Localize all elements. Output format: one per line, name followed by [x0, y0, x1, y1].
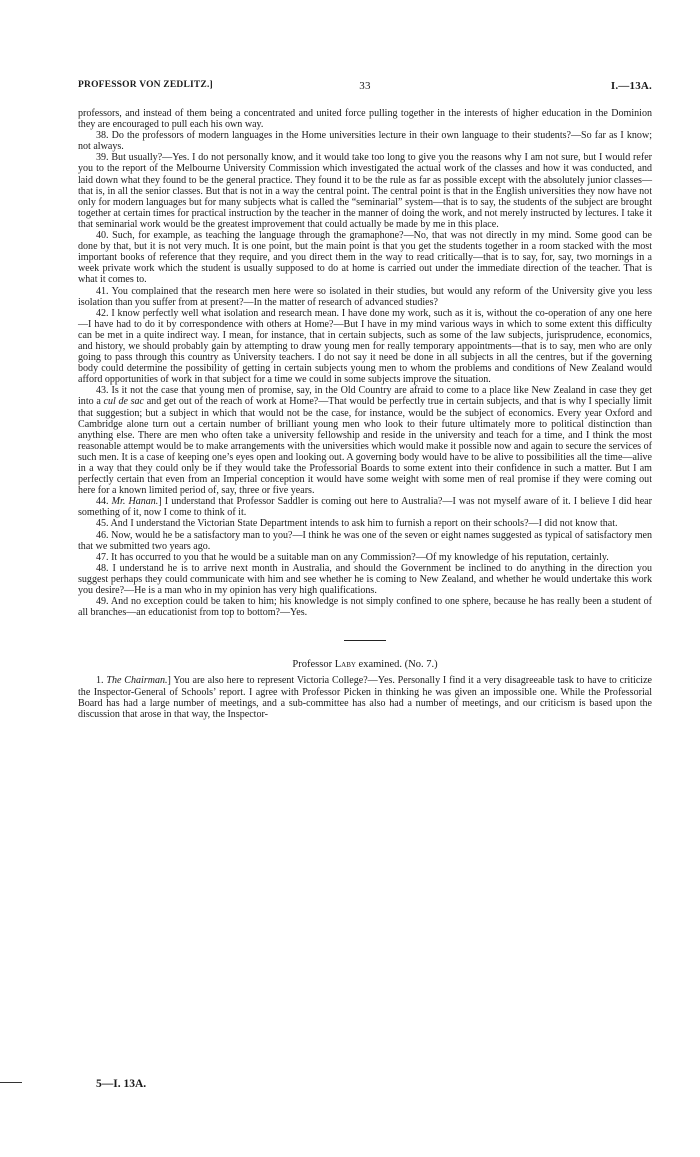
margin-rule [0, 1082, 22, 1083]
running-header [78, 80, 652, 96]
signature-mark: 5—I. 13A. [96, 1078, 147, 1090]
paragraph: 49. And no exception could be taken to him; his knowledge is not simply confined to one sphere, because he has really been a student of all branches—an educationist from top to bottom?—Yes. [78, 596, 652, 619]
paragraph: 46. Now, would he be a satisfactory man to you?—I think he was one of the seven or eight names suggested as typical of satisfactory men that we submitted two years ago. [78, 529, 652, 552]
heading-witness-name: Laby [334, 659, 356, 671]
paragraph: 41. You complained that the research men here were so isolated in their studies, but would any reform of the University give you less isolation than you suffer from at present?—In the matter of research of advanced studies? [78, 285, 652, 308]
paragraph: professors, and instead of them being a concentrated and united force pulling together in the interests of higher education in the Dominion they are encouraged to pull each his own way. [78, 108, 652, 131]
section-divider [344, 640, 386, 641]
paragraph: 44. Mr. Hanan.] I understand that Professor Saddler is coming out here to Australia?—I was not myself aware of it. I believe I did hear something of it, now I come to think of it. [78, 496, 652, 519]
paragraph: 43. Is it not the case that young men of promise, say, in the Old Country are afraid to come to a place like New Zealand in case they get into a cul de sac and get out of the reach of work at Home?—That would be perfectly true in certain subjects, and that is why I specially limit that suggestion; but a subject in which that would not be the case, for instance, would be the subject of economics. Every year Oxford and Cambridge alone turn out a certain number of brilliant young men who look to their future ultimately more to political distinction than anything else. There are men who often take a university fellowship and reside in the university and teach for a time, and I think the most reasonable attempt would be to make arrangements with the universities which would make it possible now and again to secure the services of such men. It is a case of keeping one’s eyes open and looking out. A governing body would have to be alive to possibilities all the time—alive in a way that they could only be if they would take the Professorial Boards to some extent into their confidence in such a matter. But I am perfectly certain that even from an Imperial conception it would have some weight with some men of real promise if they were coming out here for a known limited period of, say, three or five years. [78, 385, 652, 497]
paragraph: 48. I understand he is to arrive next month in Australia, and should the Government be inclined to do anything in the direction you suggest perhaps they could communicate with him and see whether he is coming to New Zealand, and whether he would undertake this work you desire?—He is a man who in my opinion has very high qualifications. [78, 562, 652, 597]
section-paragraphs [78, 675, 652, 719]
heading-prefix: Professor [292, 659, 335, 671]
paragraph: 45. And I understand the Victorian State Department intends to ask him to furnish a report on their schools?—I did not know that. [96, 518, 618, 530]
paragraph: 47. It has occurred to you that he would be a suitable man on any Commission?—Of my knowledge of his reputation, certainly. [96, 551, 609, 563]
page-number: 33 [359, 80, 371, 92]
heading-suffix: examined. (No. 7.) [355, 659, 438, 671]
paper-reference: I.—13A. [610, 80, 652, 92]
paragraph: 38. Do the professors of modern languages in the Home universities lecture in their own language to their students?—So far as I know; not always. [78, 130, 652, 153]
paragraph: 1. The Chairman.] You are also here to represent Victoria College?—Yes. Personally I find it a very disagreeable task to have to criticize the Inspector-General of Schools’ report. I agree with Professor Picken in thinking he was given an impossible one. While the Professorial Board has had a large number of meetings, and a sub-committee has also had a number of meetings, and our criticism is based upon the discussion that arose in that way, the Inspector- [78, 675, 652, 720]
paragraph: 39. But usually?—Yes. I do not personally know, and it would take too long to give you the reasons why I am not sure, but I would refer you to the report of the Melbourne University Commission which investigated the actual work of the classes and how it was conducted, and laid down what they found to be the general practice. They found it to be the rule as far as possible except with the absolutely junior classes—that is, in all the senior classes. But that is not in a way the central point. The central point is that in the English universities they now have not only for modern languages but for many subjects what is called the “seminarial” system—that is to say, the students of the subject are brought together at certain times for practical instruction by the teacher in the manner of doing the work, and not merely instructed by lectures. I take it that seminarial work would be the greatest improvement that could actually be made by me in this place. [78, 152, 652, 230]
evidence-paragraphs [78, 108, 652, 618]
paragraph: 40. Such, for example, as teaching the language through the gramaphone?—No, that was not directly in my mind. Some good can be done by that, but it is not very much. It is one point, but the main point is that you get the students together in a room stacked with the most important books of reference that they require, and you direct them in the way to read critically—that is to say, for, say, two mornings in a week private work which the student is usually supposed to do at home is carried out under the immediate direction of the teacher. That is what it comes to. [78, 230, 652, 286]
section-heading [78, 659, 652, 670]
paragraph: 42. I know perfectly well what isolation and research mean. I have done my work, such as it is, without the co-operation of any one here—I have had to do it by correspondence with others at Home?—But I have in my mind various ways in which to some extent this difficulty can be met in a quite indirect way. I mean, for instance, that in certain subjects, such as some of the law subjects, jurisprudence, economics, and history, we should probably gain by attempting to draw young men for really temporary appointments—that is to say, men who are only going to pass through this country as University teachers. I do not say it need be done in all subjects in all the centres, but if the governing body could determine the possibility of getting in certain subjects young men to whom the problems and conditions of New Zealand would afford opportunities of work in that subject for a time we could in some subjects improve the situation. [78, 307, 652, 386]
header-witness-name: PROFESSOR VON ZEDLITZ.] [78, 80, 213, 90]
document-body [78, 108, 652, 720]
